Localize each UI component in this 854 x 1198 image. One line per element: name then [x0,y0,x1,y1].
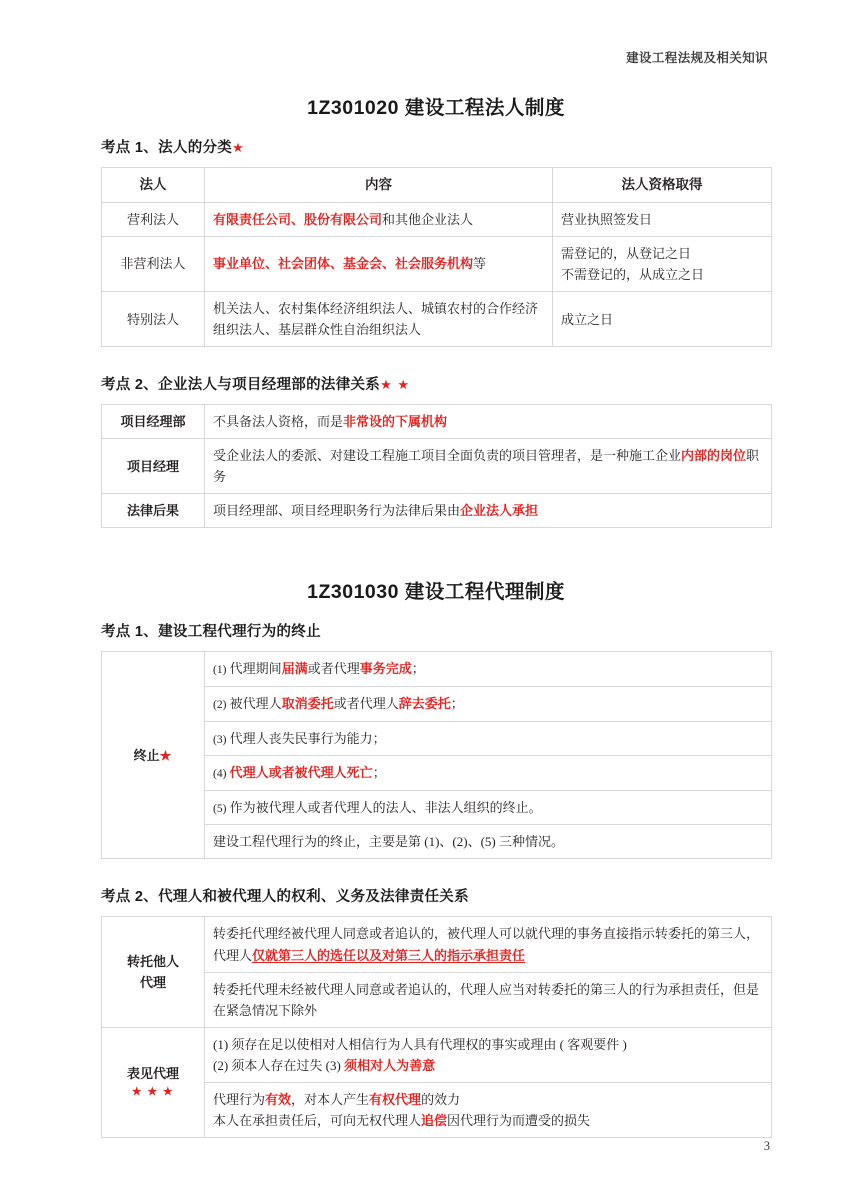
kaodian-label: 考点 2、企业法人与项目经理部的法律关系 [101,377,381,394]
cell-apparent-agency-effect [205,1082,772,1137]
highlight-text: 事务完成 [359,661,412,677]
cell-type-profit: 营利法人 [102,202,205,236]
plain-text: 项目经理部、项目经理职务行为法律后果由 [213,503,461,519]
table-row [102,917,772,972]
page-number: 3 [763,1139,770,1153]
effect-line-2 [213,1110,763,1131]
label-line-2: 代理 [139,975,166,991]
plain-text: 或者代理人 [333,695,399,711]
running-header: 建设工程法规及相关知识 [626,51,768,65]
qualification-line-1: 需登记的，从登记之日 [561,245,692,261]
plain-text: ； [450,695,464,711]
cell-content-profit [205,202,553,236]
plain-text: 或者代理 [307,661,360,677]
plain-text: 不具备法人资格，而是 [213,414,344,430]
effect-line-1 [213,1089,763,1110]
highlight-text: 取消委托 [281,695,334,711]
cell-label-project-manager: 项目经理 [102,439,205,494]
cell-label-project-dept: 项目经理部 [102,405,205,439]
kaodian-heading-1-2 [101,373,771,394]
cell-qualification-profit: 营业执照签发日 [553,202,772,236]
plain-text: ； [411,661,425,677]
plain-text: 转委托代理经被代理人同意或者追认的，被代理人可以就代理的事务直接指示转委托的第三人，代理人 [213,926,760,963]
table-row [102,439,772,494]
cell-termination-summary: 建设工程代理行为的终止，主要是第 (1)、(2)、(5) 三种情况。 [205,825,772,859]
star-rating-icon: ★ [232,140,245,155]
kaodian-label: 考点 2、代理人和被代理人的权利、义务及法律责任关系 [101,889,469,906]
highlight-text: 届满 [281,661,308,677]
plain-text: 等 [473,256,487,272]
cell-label-subdelegation [102,917,205,1027]
label-line-1: 表见代理 [126,1065,179,1081]
highlight-text: 内部的岗位 [681,448,747,464]
cell-termination-item-3 [205,721,772,756]
cell-label-legal-consequence: 法律后果 [102,494,205,528]
cell-label-termination [102,652,205,859]
table-row-header [102,168,772,203]
col-header-content: 内容 [205,168,553,203]
plain-text: 受企业法人的委派、对建设工程施工项目全面负责的项目管理者，是一种施工企业 [213,448,682,464]
table-legal-person-classification [101,167,772,347]
col-header-legal-person: 法人 [102,168,205,203]
plain-text: 被代理人 [229,695,282,711]
requirement-line-1: (1) 须存在足以使相对人相信行为人具有代理权的事实或理由 ( 客观要件 ) [213,1036,627,1052]
highlight-text: 事业单位、社会团体、基金会、社会服务机构 [213,256,474,272]
plain-text: 的效力 [421,1091,461,1107]
kaodian-label: 考点 1、法人的分类 [101,140,233,156]
col-header-qualification: 法人资格取得 [553,168,772,203]
qualification-line-2: 不需登记的，从成立之日 [561,266,705,282]
highlight-text: 非常设的下属机构 [343,414,448,430]
cell-qualification-special: 成立之日 [553,292,772,347]
label-line-1: 转托他人 [126,954,179,969]
cell-type-nonprofit: 非营利法人 [102,236,205,291]
table-row [102,236,772,291]
cell-desc-legal-consequence [205,494,772,528]
plain-text: 和其他企业法人 [382,211,474,227]
cell-qualification-nonprofit [553,236,772,291]
cell-subdelegation-unconsented: 转委托代理未经被代理人同意或者追认的，代理人应当对转委托的第三人的行为承担责任，但是在紧急情况下除外 [205,972,772,1027]
table-row [102,1027,772,1082]
kaodian-heading-1-1 [101,136,771,157]
cell-type-special: 特别法人 [102,292,205,347]
kaodian-label: 考点 1、建设工程代理行为的终止 [101,624,321,641]
highlight-text: 辞去委托 [398,695,451,711]
table-row [102,202,772,236]
kaodian-heading-2-2 [101,885,771,906]
section-title-1z301020: 1Z301020 建设工程法人制度 [307,97,565,119]
highlight-underline-text: 仅就第三人的选任以及对第三人的指示承担责任 [252,947,526,963]
plain-text: ，对本人产生 [291,1091,370,1107]
cell-termination-item-2 [205,686,772,721]
table-row [102,405,772,439]
highlight-text: 须相对人为善意 [344,1057,436,1073]
plain-text: 作为被代理人或者代理人的法人、非法人组织的终止。 [229,799,542,815]
plain-text: 代理行为 [213,1091,266,1107]
highlight-text: 追偿 [421,1112,448,1128]
table-row [102,292,772,347]
plain-text: (2) 须本人存在过失 (3) [213,1057,345,1073]
section-title-1z301030: 1Z301030 建设工程代理制度 [307,581,565,604]
item-number: (1) [213,664,227,677]
item-number: (4) [213,768,227,781]
table-row [102,494,772,528]
cell-apparent-agency-requirements [205,1027,772,1082]
table-enterprise-project-relation [101,404,772,528]
cell-desc-project-manager [205,439,772,494]
highlight-text: 代理人或者被代理人死亡 [229,765,373,781]
cell-desc-project-dept [205,405,772,439]
kaodian-heading-2-1 [101,620,771,641]
item-number: (3) [213,733,227,746]
star-rating-icon: ★ [159,747,173,763]
cell-content-special: 机关法人、农村集体经济组织法人、城镇农村的合作经济组织法人、基层群众性自治组织法人 [205,292,553,347]
highlight-text: 有限责任公司、股份有限公司 [213,211,383,227]
cell-termination-item-1 [205,652,772,687]
plain-text: 代理期间 [229,661,282,677]
item-number: (2) [213,698,227,711]
cell-termination-item-5 [205,790,772,825]
cell-label-apparent-agency [102,1027,205,1137]
star-rating-icon: ★ ★ [380,377,411,393]
plain-text: 本人在承担责任后，可向无权代理人 [213,1112,422,1128]
cell-subdelegation-consented [205,917,772,972]
label-text: 终止 [133,747,160,763]
cell-content-nonprofit [205,236,553,291]
star-rating-icon: ★ ★ ★ [131,1085,175,1098]
page-content [101,92,771,1138]
highlight-text: 有权代理 [369,1091,422,1107]
plain-text-tail: 职务 [213,448,760,485]
table-row [102,652,772,687]
plain-text: 因代理行为而遭受的损失 [447,1112,591,1128]
plain-text: ； [372,765,386,781]
plain-text: 代理人丧失民事行为能力； [229,730,386,746]
highlight-text: 有效 [265,1091,292,1107]
table-agency-termination [101,651,772,859]
cell-termination-item-4 [205,756,772,791]
table-agent-rights-obligations [101,916,772,1137]
item-number: (5) [213,802,227,815]
requirement-line-2 [213,1055,763,1076]
highlight-text: 企业法人承担 [460,503,539,519]
